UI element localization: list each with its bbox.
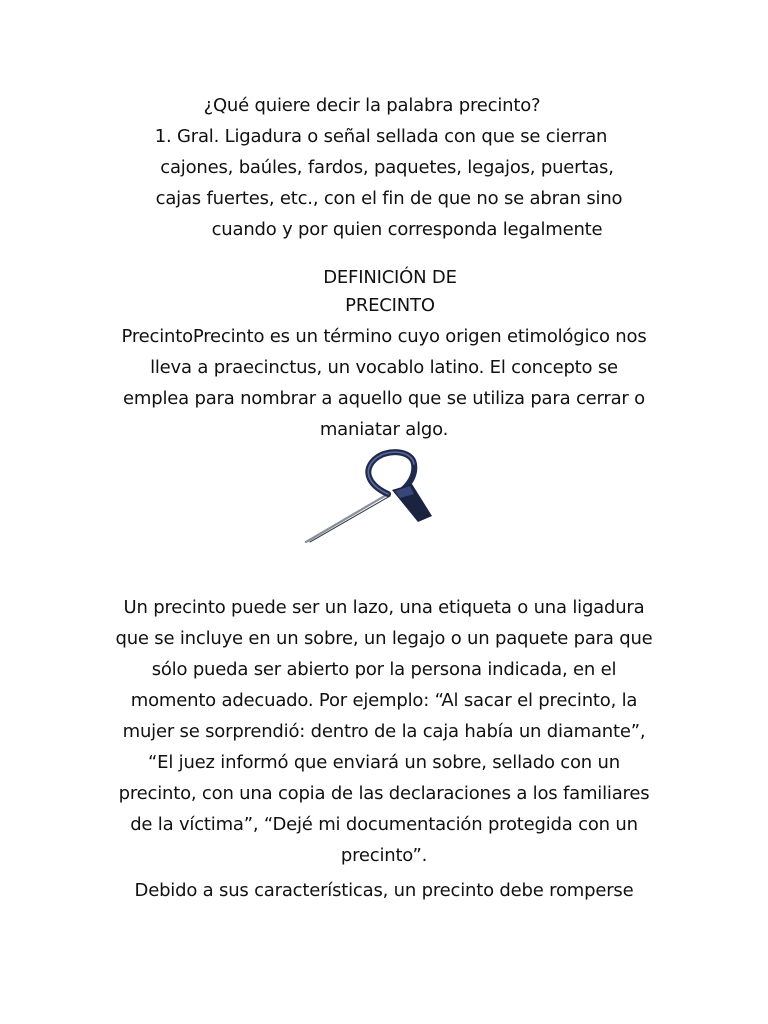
definition-line: cajones, baúles, fardos, paquetes, legajos, puertas,	[160, 157, 614, 178]
paragraph-line: precinto”.	[340, 845, 428, 866]
paragraph-line: emplea para nombrar a aquello que se utiliza para cerrar o	[123, 388, 645, 409]
paragraph-line: “El juez informó que enviará un sobre, sellado con un	[148, 752, 620, 773]
paragraph-line: PrecintoPrecinto es un término cuyo origen etimológico nos	[121, 326, 647, 347]
definition-section	[0, 290, 768, 445]
closing-paragraph	[0, 875, 768, 906]
cable-seal-icon	[300, 446, 450, 550]
paragraph-line: sólo pueda ser abierto por la persona indicada, en el	[151, 659, 617, 680]
paragraph-line: Debido a sus características, un precinto debe romperse	[134, 880, 634, 901]
question-title: ¿Qué quiere decir la palabra precinto?	[203, 95, 541, 116]
definition-line: 1. Gral. Ligadura o señal sellada con que se cierran	[154, 126, 608, 147]
section-heading	[0, 262, 768, 293]
paragraph-line: de la víctima”, “Dejé mi documentación protegida con un	[130, 814, 638, 835]
paragraph-line: que se incluye en un sobre, un legajo o un paquete para que	[115, 628, 653, 649]
paragraph-line: momento adecuado. Por ejemplo: “Al sacar el precinto, la	[130, 690, 638, 711]
question-section	[0, 90, 768, 245]
paragraph-line: maniatar algo.	[319, 419, 449, 440]
paragraph-line: precinto, con una copia de las declaraciones a los familiares	[118, 783, 650, 804]
definition-line: cajas fuertes, etc., con el fin de que no se abran sino	[155, 188, 623, 209]
paragraph-line: Un precinto puede ser un lazo, una etiqueta o una ligadura	[123, 597, 645, 618]
heading-line: DEFINICIÓN DE	[323, 267, 457, 288]
example-paragraph	[0, 592, 768, 871]
heading-line: PRECINTO	[345, 295, 435, 316]
paragraph-line: lleva a praecinctus, un vocablo latino. El concepto se	[150, 357, 618, 378]
definition-line: cuando y por quien corresponda legalmente	[211, 219, 603, 240]
paragraph-line: mujer se sorprendió: dentro de la caja había un diamante”,	[122, 721, 646, 742]
